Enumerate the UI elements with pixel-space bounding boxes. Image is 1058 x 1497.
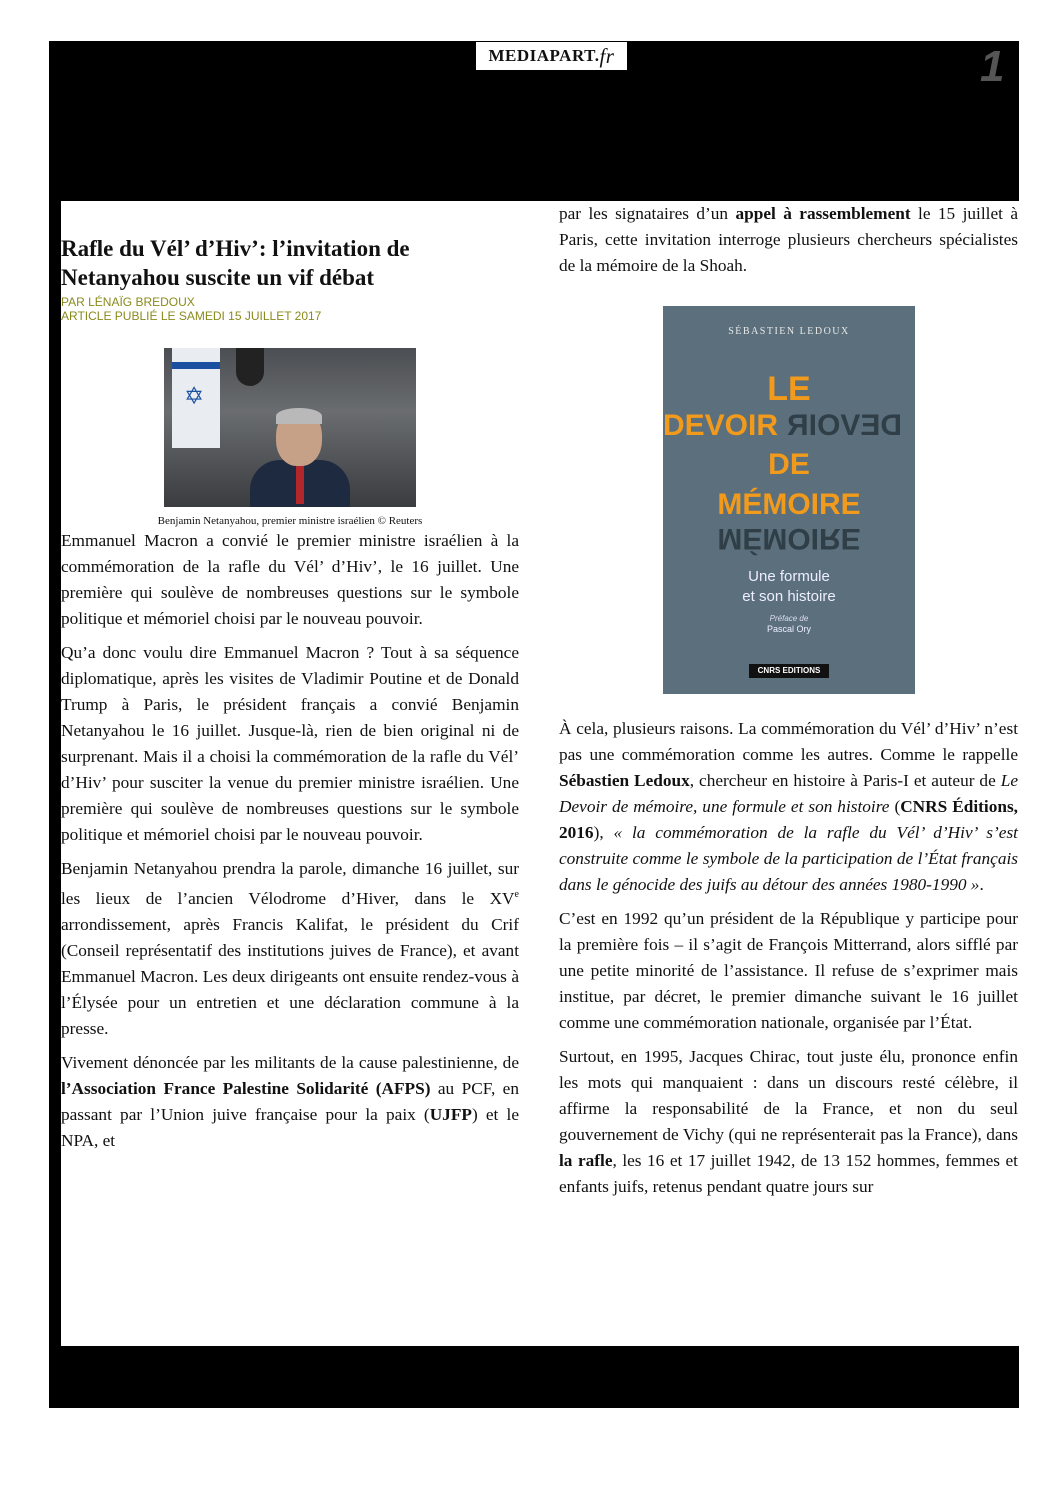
article-paragraph: Surtout, en 1995, Jacques Chirac, tout juste élu, prononce enfin les mots qui manquaient : dans un discours resté célèbre, il affirme la responsabilité de la France, et non du seul gouvernement de Vichy (qui ne représenterait pas la France), dans la rafle, les 16 et 17 juillet 1942, de 13 152 hommes, femmes et enfants juifs, retenus pendant quatre jours sur bbox=[559, 1047, 1018, 1196]
photo-caption: Benjamin Netanyahou, premier ministre israélien © Reuters bbox=[157, 515, 423, 527]
quote: « la commémoration de la rafle du Vél’ d’Hiv’ s’est construite comme le symbole de la participation de l’État français dans le génocide des juifs au détour des années 1980-1990 » bbox=[559, 823, 1018, 894]
right-column bbox=[559, 201, 1018, 1208]
rafle-link[interactable]: la rafle bbox=[559, 1151, 613, 1170]
book-title: Le Devoir de mémoire, une formule et son histoire bbox=[559, 771, 1018, 816]
left-column bbox=[61, 230, 519, 1162]
book-cover-image: SÉBASTIEN LEDOUX LE DEVOIR DEVOIR DE MÉMOIRE MÉMOIRE Une formule et son histoire Préface de Pascal Ory CNRS EDITIONS bbox=[663, 306, 915, 694]
article-paragraph: Qu’a donc voulu dire Emmanuel Macron ? Tout à sa séquence diplomatique, après les visites de Vladimir Poutine et de Donald Trump à Paris, le président français a convié Benjamin Netanyahou le 16 juillet. Jusque-là, rien de bien original ni de surprenant. Mais il a choisi la commémoration de la rafle du Vél’ d’Hiv’ pour susciter la venue du premier ministre israélien. Une première qui soulève de nombreuses questions sur le symbole politique et mémoriel choisi par le nouveau pouvoir. bbox=[61, 643, 519, 844]
article-date: ARTICLE PUBLIÉ LE SAMEDI 15 JUILLET 2017 bbox=[61, 309, 322, 323]
article-paragraph: Emmanuel Macron a convié le premier ministre israélien à la commémoration de la rafle du Vél’ d’Hiv’, le 16 juillet. Une première qui soulève de nombreuses questions sur le symbole politique et mémoriel choisi par le nouveau pouvoir. bbox=[61, 531, 519, 628]
article-paragraph: par les signataires d’un appel à rassemblement le 15 juillet à Paris, cette invitation interroge plusieurs chercheurs spécialistes de la mémoire de la Shoah. bbox=[559, 204, 1018, 275]
article-paragraph: C’est en 1992 qu’un président de la République y participe pour la première fois – il s’agit de François Mitterrand, alors sifflé par une petite minorité de l’assistance. Il refuse de s’exprimer mais institue, par décret, le premier dimanche suivant le 16 juillet comme une commémoration nationale, organisée par l’État. bbox=[559, 909, 1018, 1032]
article-title: Rafle du Vél’ d’Hiv’: l’invitation de Netanyahou suscite un vif débat bbox=[61, 236, 410, 290]
article-byline: PAR LÉNAÏG BREDOUX bbox=[61, 295, 195, 309]
article-paragraph: Vivement dénoncée par les militants de la cause palestinienne, de l’Association France Palestine Solidarité (AFPS) au PCF, en passant par l’Union juive française pour la paix (UJFP) et le NPA, et bbox=[61, 1052, 519, 1150]
mediapart-logo[interactable]: MEDIAPART. fr bbox=[476, 42, 627, 70]
microphone-image bbox=[236, 348, 264, 386]
publisher-link[interactable]: CNRS Éditions, 2016 bbox=[559, 797, 1019, 842]
author-name: Sébastien Ledoux bbox=[559, 771, 690, 790]
article-photo bbox=[164, 348, 416, 507]
israeli-flag-image bbox=[172, 348, 220, 448]
afps-link[interactable]: l’Association France Palestine Solidarité (AFPS) bbox=[61, 1078, 431, 1098]
page-number: 1 bbox=[980, 42, 1005, 91]
ujfp-link[interactable]: UJFP bbox=[429, 1104, 472, 1124]
article-paragraph: Benjamin Netanyahou prendra la parole, dimanche 16 juillet, sur les lieux de l’ancien Vélodrome d’Hiver, dans le XVe arrondissement, après Francis Kalifat, le président du Crif (Conseil représentatif des institutions juives de France), et avant Emmanuel Macron. Les deux dirigeants ont ensuite rendez-vous à l’Élysée pour un entretien et une déclaration commune à la presse. bbox=[61, 859, 519, 1038]
article-paragraph: À cela, plusieurs raisons. La commémoration du Vél’ d’Hiv’ n’est pas une commémoration comme les autres. Comme le rappelle Sébastien Ledoux, chercheur en histoire à Paris-I et auteur de Le Devoir de mémoire, une formule et son histoire (CNRS Éditions, 2016), « la commémoration de la rafle du Vél’ d’Hiv’ s’est construite comme le symbole de la participation de l’État français dans le génocide des juifs au détour des années 1980-1990 ». bbox=[559, 719, 1019, 894]
appel-link[interactable]: appel à rassemblement bbox=[735, 204, 911, 223]
